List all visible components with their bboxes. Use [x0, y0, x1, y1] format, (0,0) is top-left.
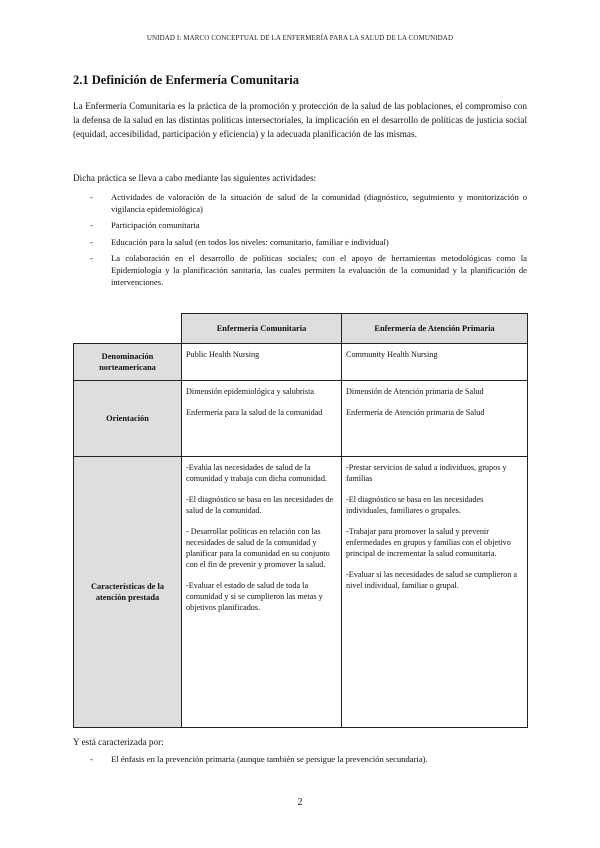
- column-header: Enfermería de Atención Primaria: [342, 314, 528, 344]
- table-cell: [182, 344, 342, 381]
- closing-intro: Y está caracterizada por:: [73, 737, 164, 747]
- list-item-text: La colaboración en el desarrollo de políticas sociales; con el apoyo de herramientas metodológicas como la Epidemiología y la planificación sanitaria, las cuales permiten la evaluación de la comunidad y la planificación de intervenciones.: [111, 252, 527, 288]
- cell-text: -Prestar servicios de salud a individuos, grupos y familias: [346, 463, 507, 483]
- page-number: 2: [297, 797, 303, 808]
- cell-text: Enfermería de Atención primaria de Salud: [346, 408, 485, 417]
- row-header: Características de la atención prestada: [74, 457, 182, 728]
- running-header: UNIDAD I: MARCO CONCEPTUAL DE LA ENFERMERÍA PARA LA SALUD DE LA COMUNIDAD: [146, 34, 454, 42]
- column-header: Enfermería Comunitaria: [182, 314, 342, 344]
- dash-bullet: -: [90, 236, 93, 247]
- list-item-text: Educación para la salud (en todos los niveles: comunitario, familiar e individual): [111, 236, 389, 247]
- row-header: Orientación: [74, 381, 182, 457]
- cell-text: -El diagnóstico se basa en las necesidades individuales, familiares o grupales.: [346, 495, 484, 515]
- cell-text: Dimensión epidemiológica y salubrista: [186, 387, 315, 396]
- table-cell: [182, 457, 342, 728]
- table-corner: [74, 314, 182, 344]
- dash-bullet: -: [90, 252, 93, 263]
- cell-text: Dimensión de Atención primaria de Salud: [346, 387, 484, 396]
- table-row: [74, 457, 528, 728]
- cell-text: -Trabajar para promover la salud y prevenir enfermedades en grupos y familias con el objetivo principal de incrementar la salud comunitaria.: [346, 527, 511, 558]
- comparison-table: [73, 313, 528, 728]
- cell-text: -Evalúa las necesidades de salud de la comunidad y trabaja con dicha comunidad.: [186, 463, 327, 483]
- intro-paragraph: La Enfermería Comunitaria es la práctica de la promoción y protección de la salud de las poblaciones, el compromiso con la defensa de la salud en las distintas políticas intersectoriales, la implicación en el desarrollo de políticas de justicia social (equidad, accesibilidad, participación y eficiencia) y la adecuada planificación de las mismas.: [73, 101, 527, 139]
- list-item: [73, 191, 527, 215]
- cell-text: -Evaluar si las necesidades de salud se cumplieron a nivel individual, familiar o grupal.: [346, 570, 517, 590]
- dash-bullet: -: [90, 220, 93, 231]
- cell-text: -Evaluar el estado de salud de toda la comunidad y si se cumplieron las metas y objetivos planificados.: [186, 581, 323, 612]
- table-header-row: [74, 314, 528, 344]
- list-item-text: Actividades de valoración de la situación de salud de la comunidad (diagnóstico, seguimiento y monitorización o vigilancia epidemiológica): [111, 192, 527, 215]
- list-item-text: El énfasis en la prevención primaria (aunque también se persigue la prevención secundaria).: [111, 754, 428, 764]
- table-cell: [182, 381, 342, 457]
- closing-list: [73, 753, 527, 769]
- list-item: [73, 219, 527, 231]
- cell-text: - Desarrollar políticas en relación con las necesidades de salud de la comunidad y planificar para la comunidad en su conjunto con el fin de prevenir y promover la salud.: [186, 527, 330, 569]
- cell-text: Enfermería para la salud de la comunidad: [186, 408, 323, 417]
- table-cell: [342, 381, 528, 457]
- list-item-text: Participación comunitaria: [111, 220, 200, 231]
- cell-text: -El diagnóstico se basa en las necesidades de salud de la comunidad.: [186, 495, 334, 515]
- dash-bullet: -: [90, 754, 93, 764]
- cell-text: Public Health Nursing: [186, 350, 260, 359]
- dash-bullet: -: [90, 192, 93, 202]
- cell-text: Community Health Nursing: [346, 350, 438, 359]
- list-item: [73, 236, 527, 248]
- activities-list: [73, 191, 527, 292]
- table-cell: [342, 344, 528, 381]
- table-row: [74, 344, 528, 381]
- activities-intro: Dicha práctica se lleva a cabo mediante las siguientes actividades:: [73, 173, 317, 183]
- list-item: [73, 753, 527, 765]
- table-row: [74, 381, 528, 457]
- row-header: Denominación norteamericana: [74, 344, 182, 381]
- table-cell: [342, 457, 528, 728]
- list-item: [73, 252, 527, 289]
- section-title: 2.1 Definición de Enfermería Comunitaria: [73, 73, 300, 87]
